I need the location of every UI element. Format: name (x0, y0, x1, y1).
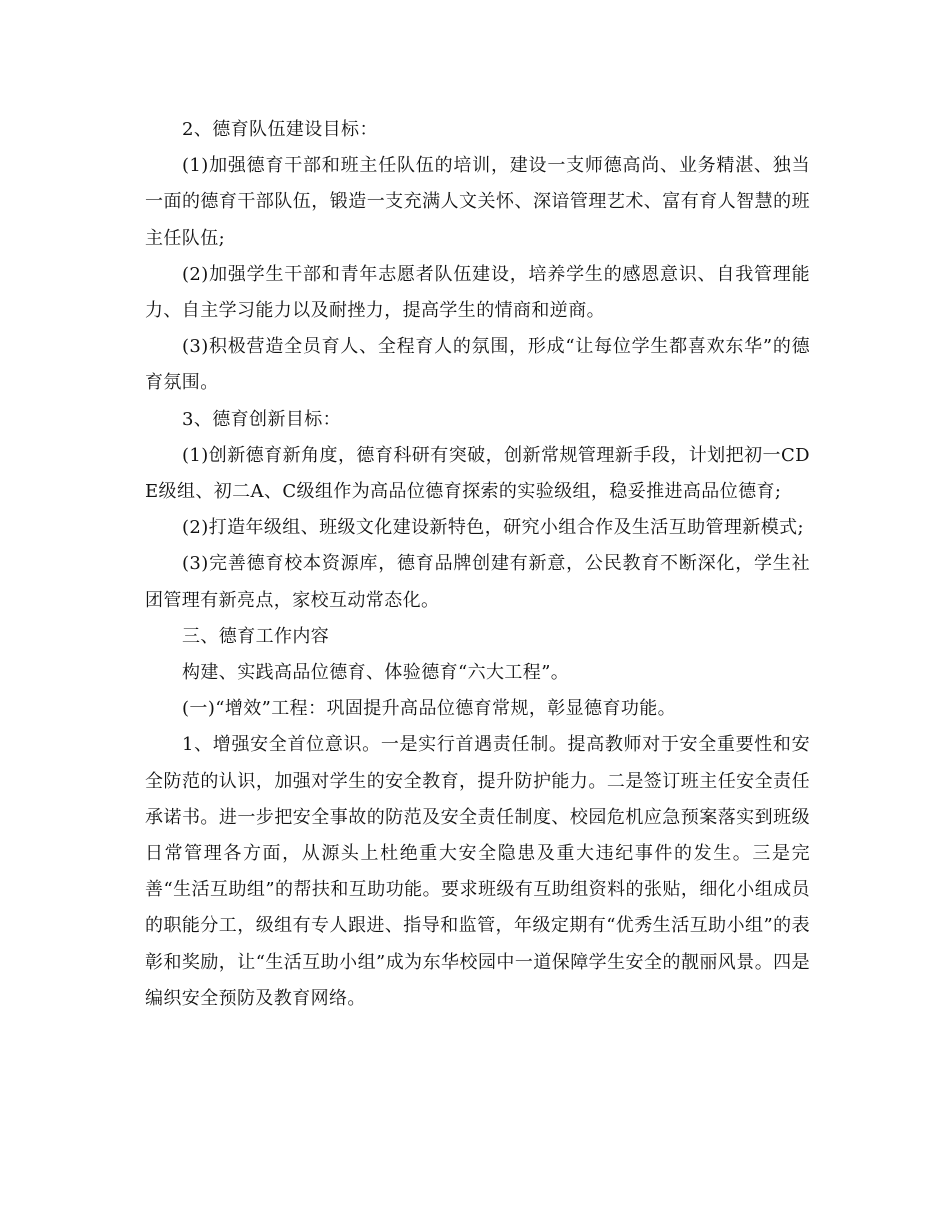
heading-team-goals: 2、德育队伍建设目标： (182, 119, 378, 140)
paragraph-team-goal-1: (1)加强德育干部和班主任队伍的培训，建设一支师德高尚、业务精湛、独当一面的德育干部队伍，锻造一支充满人文关怀、深谙管理艺术、富有育人智慧的班主任队伍; (145, 155, 810, 249)
paragraph-six-projects: 构建、实践高品位德育、体验德育“六大工程”。 (182, 662, 570, 684)
heading-work-content: 三、德育工作内容 (182, 625, 330, 647)
paragraph-team-goal-2: (2)加强学生干部和青年志愿者队伍建设，培养学生的感恩意识、自我管理能力、自主学习能力以及耐挫力，提高学生的情商和逆商。 (145, 263, 810, 322)
paragraph-innovation-goal-1: (1)创新德育新角度，德育科研有突破，创新常规管理新手段，计划把初一CDE级组、初二A、C级组作为高品位德育探索的实验级组，稳妥推进高品位德育; (145, 444, 810, 503)
paragraph-team-goal-3: (3)积极营造全员育人、全程育人的氛围，形成“让每位学生都喜欢东华”的德育氛围。 (145, 336, 810, 394)
paragraph-innovation-goal-3: (3)完善德育校本资源库，德育品牌创建有新意，公民教育不断深化，学生社团管理有新亮点，家校互动常态化。 (145, 553, 810, 611)
document-body (145, 112, 810, 1017)
paragraph-safety-awareness: 1、增强安全首位意识。一是实行首遇责任制。提高教师对于安全重要性和安全防范的认识，加强对学生的安全教育，提升防护能力。二是签订班主任安全责任承诺书。进一步把安全事故的防范及安全责任制度、校园危机应急预案落实到班级日常管理各方面，从源头上杜绝重大安全隐患及重大违纪事件的发生。三是完善“生活互助组”的帮扶和互助功能。要求班级有互助组资料的张贴，细化小组成员的职能分工，级组有专人跟进、指导和监管，年级定期有“优秀生活互助小组”的表彰和奖励，让“生活互助小组”成为东华校园中一道保障学生安全的靓丽风景。四是编织安全预防及教育网络。 (145, 734, 810, 1009)
heading-efficiency-project: (一)“增效”工程：巩固提升高品位德育常规，彰显德育功能。 (182, 698, 677, 720)
paragraph-innovation-goal-2: (2)打造年级组、班级文化建设新特色，研究小组合作及生活互助管理新模式; (182, 517, 804, 539)
heading-innovation-goals: 3、德育创新目标： (182, 408, 342, 430)
